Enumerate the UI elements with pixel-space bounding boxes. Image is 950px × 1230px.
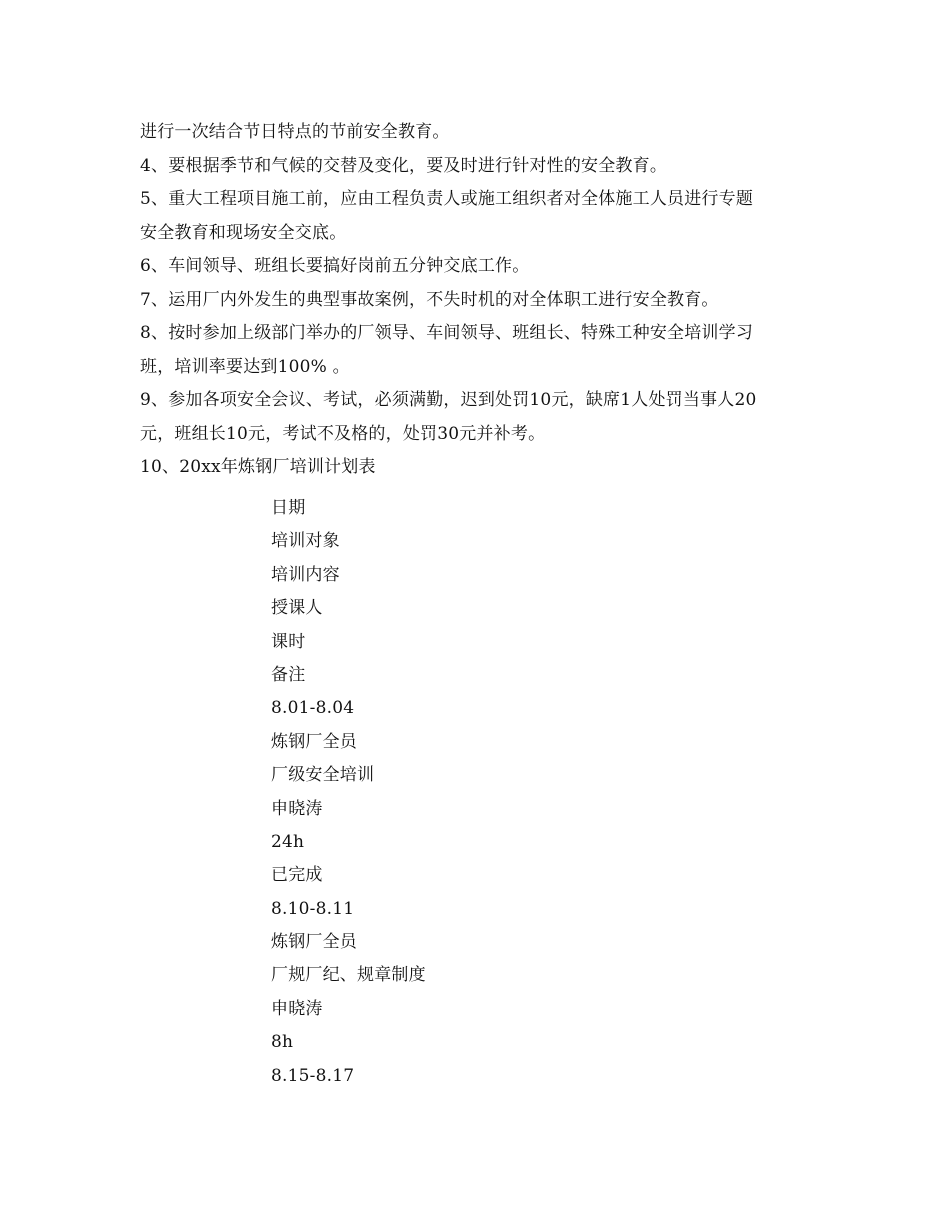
paragraph-line: 5、重大工程项目施工前，应由工程负责人或施工组织者对全体施工人员进行专题 [140, 189, 754, 209]
table-header-date: 日期 [271, 498, 306, 518]
table-cell-date: 8.01-8.04 [271, 698, 355, 719]
paragraph-line: 8、按时参加上级部门举办的厂领导、车间领导、班组长、特殊工种安全培训学习 [140, 323, 754, 343]
table-header-instructor: 授课人 [271, 598, 323, 619]
table-header-remarks: 备注 [271, 664, 306, 685]
paragraph-line: 安全教育和现场安全交底。 [140, 222, 347, 243]
table-header-hours: 课时 [271, 631, 306, 652]
table-cell-instructor: 申晓涛 [271, 798, 323, 819]
paragraph-line: 4、要根据季节和气候的交替及变化，要及时进行针对性的安全教育。 [140, 155, 668, 176]
table-cell-content: 厂级安全培训 [271, 765, 375, 786]
paragraph-line: 班，培训率要达到100% 。 [140, 356, 350, 377]
paragraph-line: 进行一次结合节日特点的节前安全教育。 [140, 122, 450, 142]
table-header-trainees: 培训对象 [271, 531, 340, 552]
paragraph-line: 7、运用厂内外发生的典型事故案例，不失时机的对全体职工进行安全教育。 [140, 289, 719, 310]
table-cell-hours: 24h [271, 831, 305, 852]
table-cell-trainees: 炼钢厂全员 [271, 731, 357, 752]
paragraph-line: 6、车间领导、班组长要搞好岗前五分钟交底工作。 [140, 256, 530, 276]
table-cell-remarks: 已完成 [271, 865, 323, 886]
table-cell-date: 8.15-8.17 [271, 1065, 355, 1086]
body-text [140, 116, 820, 485]
table-caption: 10、20xx年炼钢厂培训计划表 [140, 457, 376, 477]
paragraph-line: 元，班组长10元，考试不及格的，处罚30元并补考。 [140, 423, 546, 444]
table-cell-hours: 8h [271, 1032, 294, 1053]
paragraph-line: 9、参加各项安全会议、考试，必须满勤，迟到处罚10元，缺席1人处罚当事人20 [140, 390, 757, 410]
training-plan-table [271, 492, 771, 1093]
table-cell-date: 8.10-8.11 [271, 898, 355, 919]
table-cell-content: 厂规厂纪、规章制度 [271, 965, 426, 986]
table-header-content: 培训内容 [271, 564, 340, 585]
table-cell-instructor: 申晓涛 [271, 998, 323, 1019]
table-cell-trainees: 炼钢厂全员 [271, 932, 357, 953]
